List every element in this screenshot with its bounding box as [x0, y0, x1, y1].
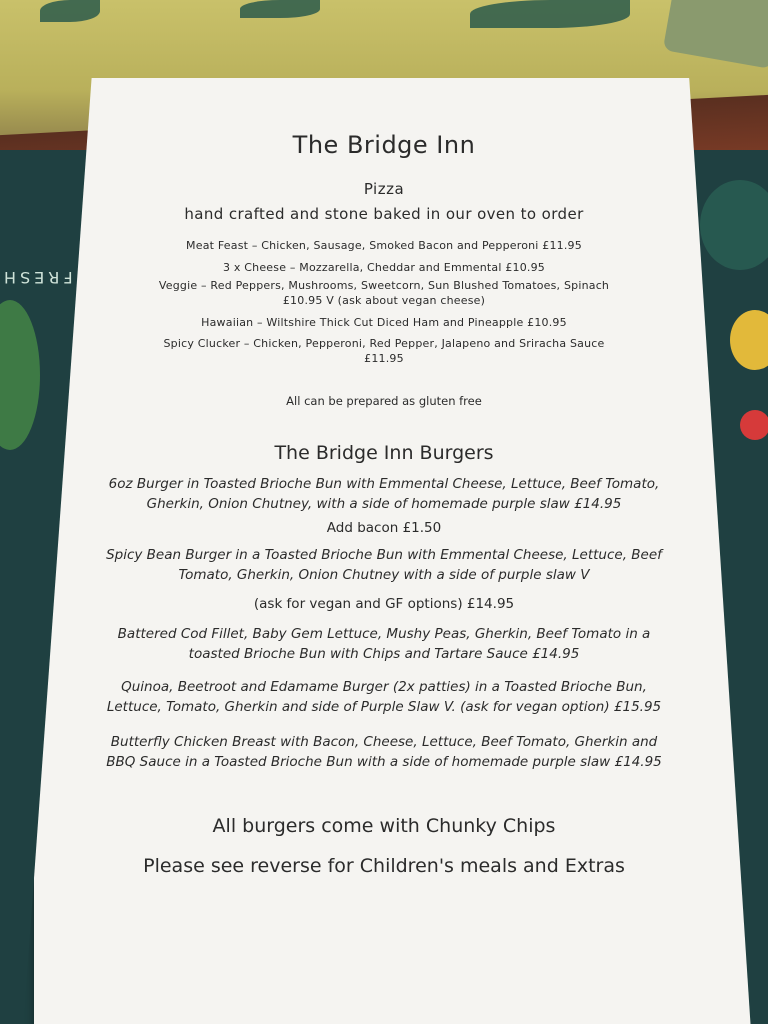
- chips-note: All burgers come with Chunky Chips: [212, 815, 556, 837]
- burgers-heading: The Bridge Inn Burgers: [274, 442, 494, 464]
- leaf-pattern: [470, 0, 630, 28]
- burger-item-line: Butterfly Chicken Breast with Bacon, Cheese, Lettuce, Beef Tomato, Gherkin and: [110, 734, 658, 750]
- pizza-item-line: Spicy Clucker – Chicken, Pepperoni, Red Pepper, Jalapeno and Sriracha Sauce: [163, 337, 605, 350]
- pizza-item: Hawaiian – Wiltshire Thick Cut Diced Ham and Pineapple £10.95: [201, 316, 567, 329]
- gluten-free-note: All can be prepared as gluten free: [286, 394, 482, 408]
- burger-item-line: Spicy Bean Burger in a Toasted Brioche Bun with Emmental Cheese, Lettuce, Beef: [106, 547, 662, 563]
- burger-item-line: Gherkin, Onion Chutney, with a side of homemade purple slaw £14.95: [146, 496, 622, 512]
- burger-item-line: BBQ Sauce in a Toasted Brioche Bun with a side of homemade purple slaw £14.95: [106, 754, 662, 770]
- burger-item-line: Battered Cod Fillet, Baby Gem Lettuce, Mushy Peas, Gherkin, Beef Tomato in a: [117, 626, 651, 642]
- burger-item-line: Lettuce, Tomato, Gherkin and side of Purple Slaw V. (ask for vegan option) £15.95: [106, 699, 662, 715]
- burger-item: [0, 545, 768, 585]
- burger-item: [0, 732, 768, 772]
- burger-item: [0, 677, 768, 717]
- burger-item-line: toasted Brioche Bun with Chips and Tartare Sauce £14.95: [188, 646, 580, 662]
- pizza-tagline: hand crafted and stone baked in our oven to order: [184, 205, 584, 223]
- leaf-pattern: [40, 0, 100, 22]
- pizza-item: Meat Feast – Chicken, Sausage, Smoked Bacon and Pepperoni £11.95: [186, 239, 582, 252]
- burger-item: [0, 474, 768, 514]
- leaf-pattern: [240, 0, 320, 18]
- pizza-item-line: £10.95 V (ask about vegan cheese): [282, 294, 486, 307]
- menu-title: The Bridge Inn: [292, 131, 476, 159]
- pizza-item: 3 x Cheese – Mozzarella, Cheddar and Emmental £10.95: [222, 261, 546, 274]
- burger-addon: Add bacon £1.50: [326, 520, 442, 536]
- reverse-note: Please see reverse for Children's meals and Extras: [143, 855, 625, 877]
- burger-item-line: Tomato, Gherkin, Onion Chutney with a side of purple slaw V: [178, 567, 590, 583]
- pizza-item-line: Veggie – Red Peppers, Mushrooms, Sweetcorn, Sun Blushed Tomatoes, Spinach: [158, 279, 610, 292]
- cloth-pattern: [740, 410, 768, 440]
- tablecloth-print: FRESH: [0, 268, 73, 287]
- burger-item-line: 6oz Burger in Toasted Brioche Bun with Emmental Cheese, Lettuce, Beef Tomato,: [108, 476, 660, 492]
- burger-item: [0, 624, 768, 664]
- burger-option-note: (ask for vegan and GF options) £14.95: [253, 596, 515, 612]
- burger-item-line: Quinoa, Beetroot and Edamame Burger (2x patties) in a Toasted Brioche Bun,: [121, 679, 647, 695]
- pizza-heading: Pizza: [363, 180, 405, 198]
- pizza-item-line: £11.95: [364, 352, 404, 365]
- pizza-item: [0, 278, 768, 308]
- pizza-item: [0, 336, 768, 366]
